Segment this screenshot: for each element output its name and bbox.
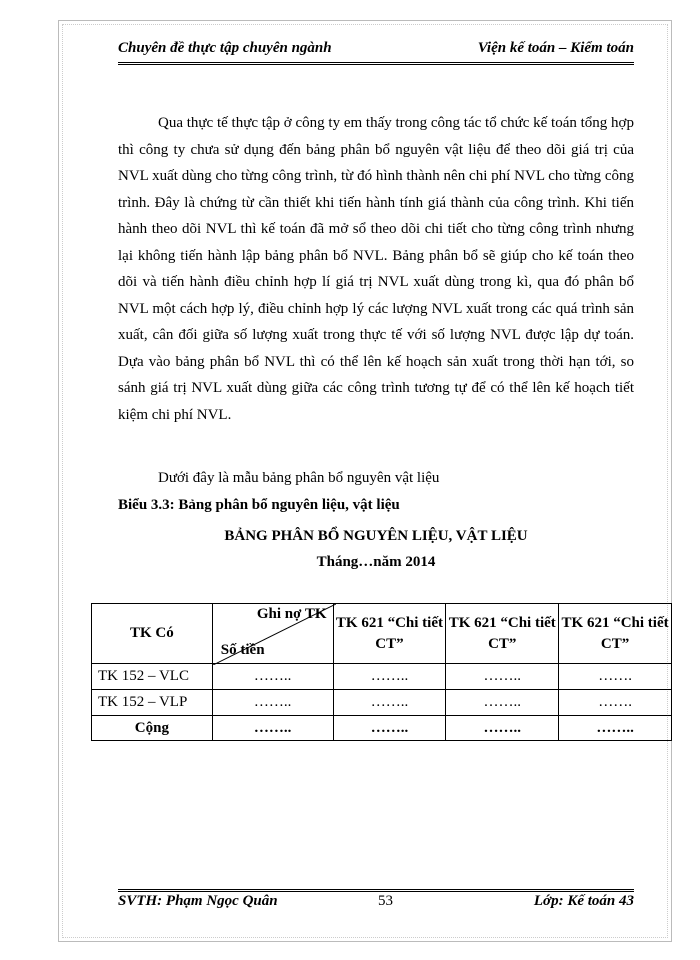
header-right: Viện kế toán – Kiểm toán (477, 40, 634, 56)
column-head-1: TK 621 “Chi tiết CT” (333, 604, 446, 664)
total-cell: …….. (333, 716, 446, 741)
page-number: 53 (378, 893, 393, 909)
page-header (118, 40, 634, 57)
head-credit: TK Có (92, 604, 213, 664)
caption-label: Biểu 3.3: (118, 497, 175, 513)
table-row (92, 690, 672, 716)
row-label: TK 152 – VLP (92, 690, 213, 716)
row-cell: …….. (333, 664, 446, 690)
footer-class: Lớp: Kế toán 43 (533, 893, 634, 909)
head-diagonal (212, 604, 333, 664)
intro-line: Dưới đây là mẫu bảng phân bổ nguyên vật liệu (158, 470, 440, 486)
body-text (118, 110, 634, 428)
row-cell: ……. (559, 690, 672, 716)
head-debit: Ghi nợ TK (256, 606, 327, 622)
row-amount: …….. (212, 690, 333, 716)
table-row (92, 664, 672, 690)
allocation-table (91, 603, 672, 741)
table-header-row (92, 604, 672, 664)
head-amount: Số tiền (220, 642, 265, 658)
column-head-3: TK 621 “Chi tiết CT” (559, 604, 672, 664)
row-cell: …….. (446, 664, 559, 690)
caption-text: Bảng phân bổ nguyên liệu, vật liệu (174, 497, 400, 513)
total-cell: …….. (446, 716, 559, 741)
total-label: Cộng (92, 716, 213, 741)
row-cell: …….. (446, 690, 559, 716)
table-caption (118, 497, 400, 514)
row-label: TK 152 – VLC (92, 664, 213, 690)
row-cell: …….. (333, 690, 446, 716)
row-amount: …….. (212, 664, 333, 690)
header-left: Chuyên đề thực tập chuyên ngành (118, 40, 332, 56)
table-subtitle: Tháng…năm 2014 (316, 554, 436, 570)
row-cell: ……. (559, 664, 672, 690)
total-cell: …….. (559, 716, 672, 741)
table-total-row (92, 716, 672, 741)
footer-student: SVTH: Phạm Ngọc Quân (118, 893, 278, 909)
column-head-2: TK 621 “Chi tiết CT” (446, 604, 559, 664)
paragraph-1: Qua thực tế thực tập ở công ty em thấy trong công tác tổ chức kế toán tổng hợp thì công ty chưa sử dụng đến bảng phân bổ nguyên vật liệu để theo dõi giá trị của NVL xuất dùng cho từng công trình, từ đó hình thành nên chi phí NVL cho từng công trình. Đây là chứng từ cần thiết khi tiến hành tính giá thành của công trình. Khi tiến hành theo dõi NVL thì kế toán đã mở sổ theo dõi chi tiết cho từng công trình nhưng lại không tiến hành lập bảng phân bổ NVL. Bảng phân bổ sẽ giúp cho kế toán theo dõi và tiến hành điều chỉnh hợp lí giá trị NVL xuất dùng trong kì, qua đó phân bổ NVL một cách hợp lý, điều chỉnh hợp lý các lượng NVL xuất trong các quá trình sản xuất, cân đối giữa số lượng xuất trong thực tế với số lượng NVL được lập dự toán. Dựa vào bảng phân bổ NVL thì có thể lên kế hoạch sản xuất trong thời hạn tới, so sánh giá trị NVL xuất dùng giữa các công trình tương tự để có thể lên kế hoạch tiết kiệm chi phí NVL. (118, 115, 634, 423)
table-title: BẢNG PHÂN BỔ NGUYÊN LIỆU, VẬT LIỆU (224, 528, 528, 544)
total-amount: …….. (212, 716, 333, 741)
footer-rule (118, 889, 634, 892)
header-rule (118, 62, 634, 65)
